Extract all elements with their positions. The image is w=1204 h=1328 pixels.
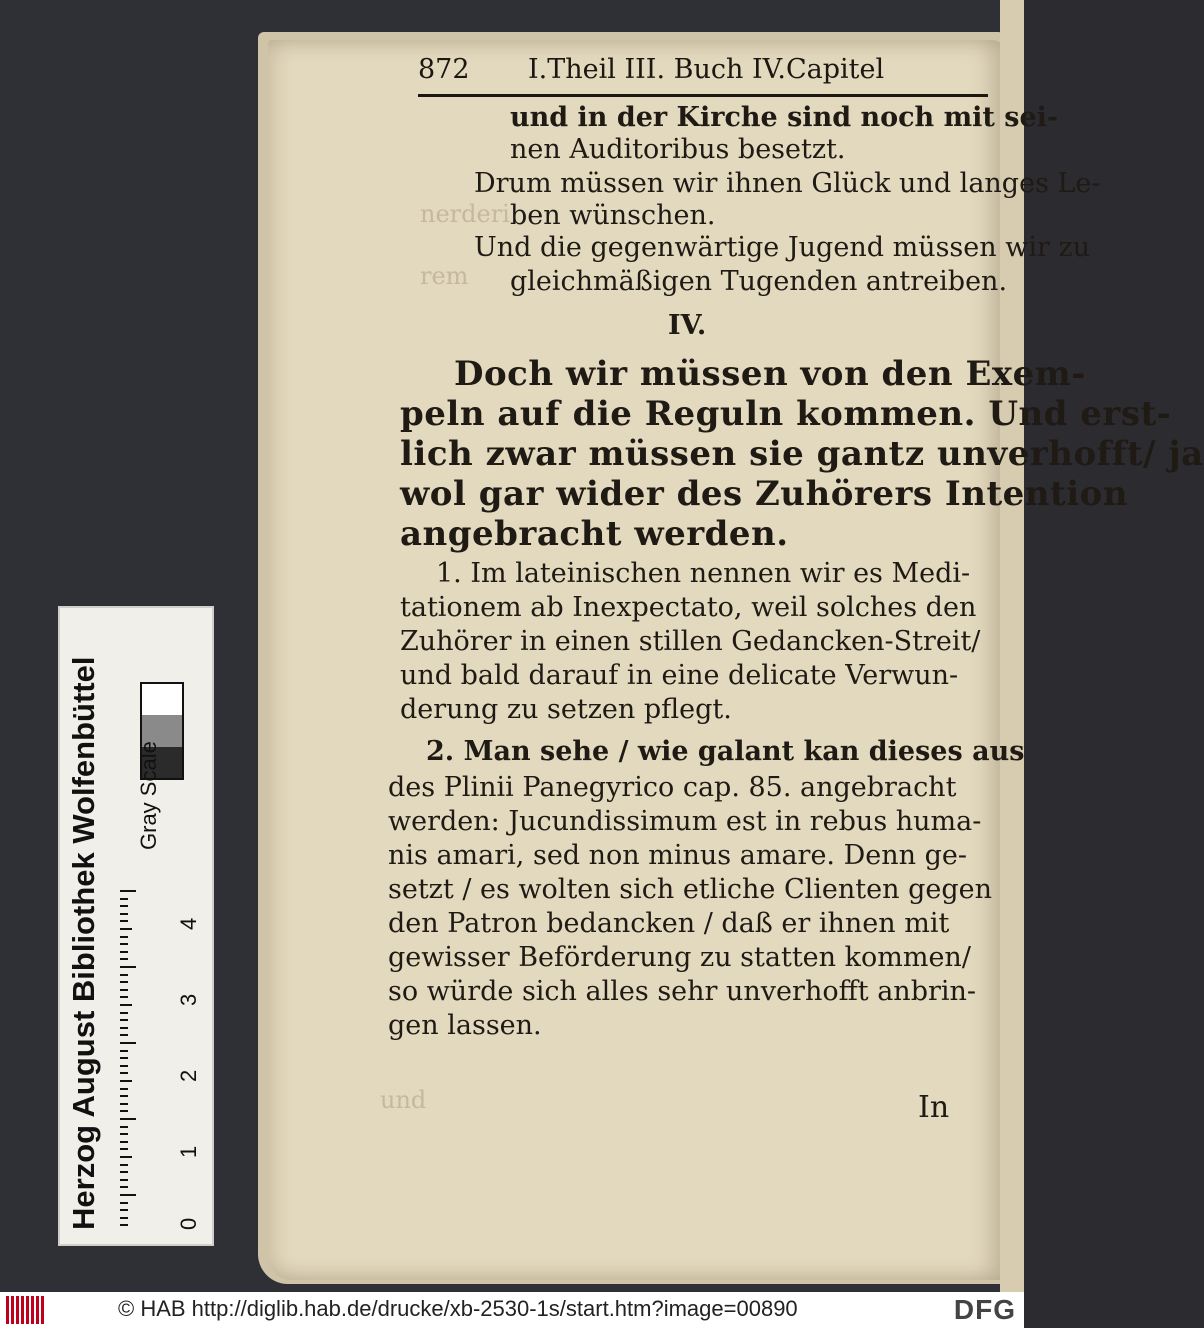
- para2-line: 2. Man sehe / wie galant kan dieses aus: [426, 736, 1025, 767]
- lead-line: peln auf die Reguln kommen. Und erst-: [400, 394, 1172, 434]
- lead-line: Doch wir müssen von den Exem-: [454, 354, 1086, 394]
- ruler-tick: [120, 1004, 132, 1006]
- para2-line: des Plinii Panegyrico cap. 85. angebracht: [388, 772, 957, 803]
- ruler-number: 4: [176, 917, 201, 930]
- para2-line: setzt / es wolten sich etliche Clienten gegen: [388, 874, 993, 905]
- ruler-tick: [120, 1095, 128, 1097]
- para1-line: und bald darauf in eine delicate Verwun-: [400, 660, 959, 691]
- ruler-tick: [120, 1194, 136, 1196]
- ruler-number: 2: [176, 1069, 201, 1082]
- running-header: [418, 52, 988, 97]
- ruler-tick: [120, 905, 128, 907]
- lead-line: angebracht werden.: [400, 514, 789, 554]
- ruler-tick: [120, 936, 128, 938]
- ruler-tick: [120, 920, 128, 922]
- ruler-tick: [120, 1050, 128, 1052]
- bleed-through: rem: [420, 262, 469, 290]
- ruler-tick: [120, 898, 128, 900]
- page-number: 872: [418, 54, 470, 85]
- text-line: nen Auditoribus besetzt.: [510, 134, 846, 165]
- lead-line: lich zwar müssen sie gantz unverhofft/ ja: [400, 434, 1204, 474]
- para2-line: nis amari, sed non minus amare. Denn ge-: [388, 840, 967, 871]
- ruler-tick: [120, 958, 128, 960]
- ruler-tick: [120, 1171, 128, 1173]
- text-line: gleichmäßigen Tugenden antreiben.: [510, 266, 1008, 297]
- para1-line: Zuhörer in einen stillen Gedancken-Streit/: [400, 626, 981, 657]
- swatch-white: [142, 684, 182, 715]
- ruler-tick: [120, 1118, 136, 1120]
- bleed-through: nerderi: [420, 200, 510, 228]
- ruler-tick: [120, 1019, 128, 1021]
- para1-line: 1. Im lateinischen nennen wir es Medi-: [436, 558, 971, 589]
- ruler-tick: [120, 1072, 128, 1074]
- ruler-ticks: [120, 890, 136, 1230]
- para2-line: so würde sich alles sehr unverhofft anbrin-: [388, 976, 977, 1007]
- ruler-number: 0: [176, 1217, 201, 1230]
- ruler-tick: [120, 1080, 132, 1082]
- ruler-tick: [120, 943, 128, 945]
- ruler-tick: [120, 989, 128, 991]
- para2-line: gewisser Beförderung zu statten kommen/: [388, 942, 971, 973]
- ruler-tick: [120, 1027, 128, 1029]
- ruler-tick: [120, 1186, 128, 1188]
- ruler-tick: [120, 951, 128, 953]
- ruler-tick: [120, 1179, 128, 1181]
- para2-line: den Patron bedancken / daß er ihnen mit: [388, 908, 950, 939]
- lead-line: wol gar wider des Zuhörers Intention: [400, 474, 1129, 514]
- bleed-through: und: [380, 1086, 427, 1114]
- text-line: Drum müssen wir ihnen Glück und langes Le-: [474, 168, 1101, 199]
- ruler-tick: [120, 966, 136, 968]
- text-line: Und die gegenwärtige Jugend müssen wir zu: [474, 232, 1091, 263]
- ruler-institution-label: Herzog August Bibliothek Wolfenbüttel: [66, 656, 101, 1230]
- ruler-tick: [120, 1012, 128, 1014]
- ruler-number: 1: [176, 1145, 201, 1158]
- ruler-tick: [120, 890, 136, 892]
- dfg-logo: DFG: [953, 1294, 1016, 1325]
- ruler-tick: [120, 1110, 128, 1112]
- ruler-tick: [120, 1133, 128, 1135]
- ruler-tick: [120, 1065, 128, 1067]
- ruler-tick: [120, 1209, 128, 1211]
- ruler-tick: [120, 1126, 128, 1128]
- ruler-tick: [120, 981, 128, 983]
- ruler-tick: [120, 974, 128, 976]
- text-line: und in der Kirche sind noch mit sei-: [510, 102, 1059, 133]
- library-logo-icon: [6, 1296, 44, 1324]
- ruler-tick: [120, 928, 132, 930]
- catchword: In: [918, 1090, 950, 1125]
- ruler-tick: [120, 1148, 128, 1150]
- para1-line: derung zu setzen pflegt.: [400, 694, 732, 725]
- gray-scale-label: Gray Scale: [136, 741, 161, 850]
- ruler-tick: [120, 1156, 132, 1158]
- ruler-tick: [120, 1057, 128, 1059]
- para2-line: werden: Jucundissimum est in rebus huma-: [388, 806, 982, 837]
- para2-line: gen lassen.: [388, 1010, 542, 1041]
- ruler-tick: [120, 1034, 128, 1036]
- section-heading: IV.: [668, 310, 707, 341]
- ruler-tick: [120, 1103, 128, 1105]
- ruler-tick: [120, 1217, 128, 1219]
- footer-credit: © HAB http://diglib.hab.de/drucke/xb-2530-1s/start.htm?image=00890: [118, 1296, 798, 1321]
- ruler-tick: [120, 913, 128, 915]
- ruler-tick: [120, 1088, 128, 1090]
- ruler-number: 3: [176, 993, 201, 1006]
- ruler-tick: [120, 1164, 128, 1166]
- footer-bar: [0, 1292, 1024, 1328]
- ruler-tick: [120, 1141, 128, 1143]
- para1-line: tationem ab Inexpectato, weil solches den: [400, 592, 977, 623]
- ruler-tick: [120, 1202, 128, 1204]
- ruler-tick: [120, 1224, 128, 1226]
- ruler-tick: [120, 1042, 136, 1044]
- text-line: ben wünschen.: [510, 200, 716, 231]
- ruler-tick: [120, 996, 128, 998]
- running-title: I.Theil III. Buch IV.Capitel: [528, 54, 885, 85]
